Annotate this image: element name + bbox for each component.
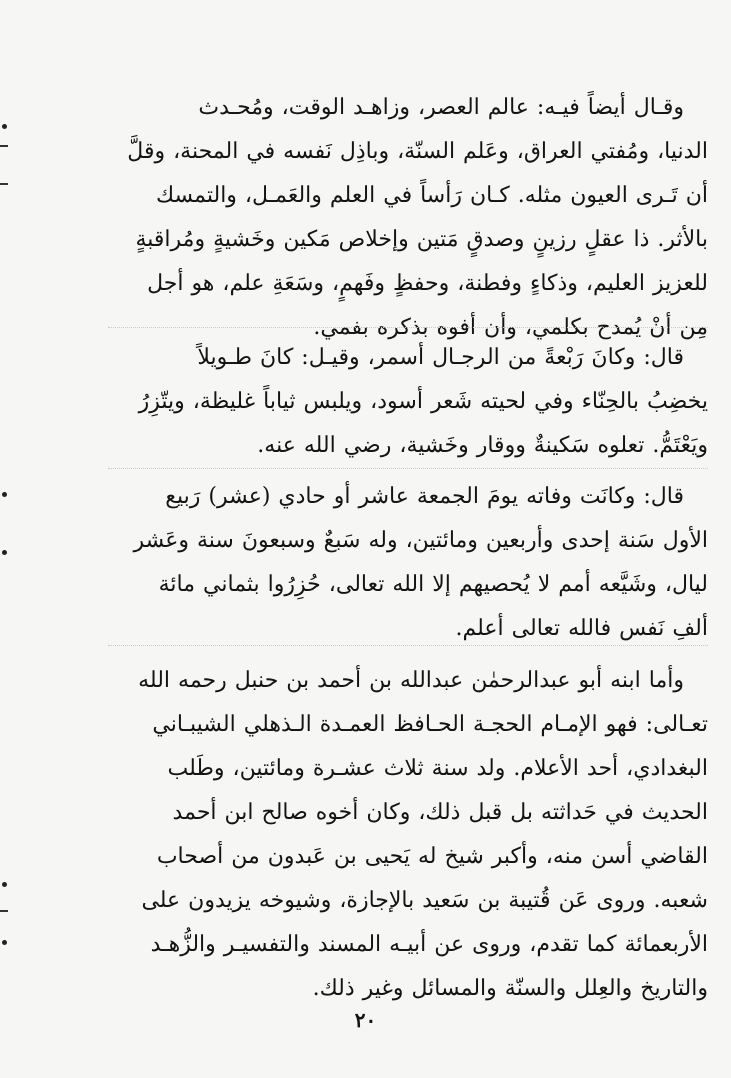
page-number: ٢٠ (354, 1008, 377, 1032)
text-line: مِن أنْ يُمدح بكلمي، وأن أفوه بذكره بفمي. (313, 315, 708, 340)
text-line: ألفِ نَفس فالله تعالى أعلم. (455, 616, 708, 641)
text-line: الأربعمائة كما تقدم، وروى عن أبيـه المسند والتفسيـر والزُّهـد (150, 932, 708, 957)
text-line: وأما ابنه أبو عبدالرحمٰن عبدالله بن أحمد بن حنبل رحمه الله (138, 668, 684, 693)
margin-mark (2, 550, 7, 555)
text-line: قال: وكانَ رَبْعةً من الرجـال أسمر، وقيـل: كانَ طـويلاً (197, 345, 684, 370)
paragraph-1 (108, 86, 708, 350)
margin-mark (2, 940, 7, 945)
text-line: أن تَـرى العيون مثله. كـان رَأساً في العلم والعَمـل، والتمسك (155, 183, 708, 208)
text-line: للعزيز العليم، وذكاءٍ وفطنة، وحفظٍ وفَهمٍ، وسَعَةِ علم، هو أجل (147, 271, 708, 296)
text-line: شعبه. وروى عَن قُتيبة بن سَعيد بالإجازة، وشيوخه يزيدون على (141, 888, 708, 913)
paragraph-separator (108, 645, 708, 646)
paragraph-3 (108, 475, 708, 651)
paragraph-4 (108, 659, 708, 1011)
margin-mark (0, 910, 8, 912)
margin-mark (0, 183, 8, 185)
text-line: البغدادي، أحد الأعلام. ولد سنة ثلاث عشـرة ومائتين، وطَلب (167, 756, 708, 781)
margin-mark (0, 145, 8, 147)
text-line: قال: وكانَت وفاته يومَ الجمعة عاشر أو حادي (عشر) رَبيع (165, 484, 684, 509)
margin-mark (2, 124, 7, 129)
text-line: بالأثر. ذا عقلٍ رزينٍ وصدقٍ مَتين وإخلاص مَكين وخَشيةٍ ومُراقبةٍ (135, 227, 708, 252)
text-line: الأول سَنة إحدى وأربعين ومائتين، وله سَبعٌ وسبعونَ سنة وعَشر (133, 528, 708, 553)
paragraph-2 (108, 336, 708, 468)
margin-mark (2, 492, 7, 497)
paragraph-separator (108, 468, 708, 469)
text-line: تعـالى: فهو الإمـام الحجـة الحـافظ العمـدة الـذهلي الشيبـاني (152, 712, 708, 737)
text-line: وقـال أيضاً فيـه: عالم العصر، وزاهـد الوقت، ومُحـدث (198, 95, 684, 120)
paragraph-separator (108, 327, 708, 328)
text-line: القاضي أسن منه، وأكبر شيخ له يَحيى بن عَبدون من أصحاب (156, 844, 708, 869)
text-line: ويَعْتَمُّ. تعلوه سَكينةٌ ووقار وخَشية، رضي الله عنه. (257, 433, 708, 458)
text-line: ليال، وشَيَّعه أمم لا يُحصيهم إلا الله تعالى، حُزِرُوا بثماني مائة (158, 572, 708, 597)
text-line: الحديث في حَداثته بل قبل ذلك، وكان أخوه صالح ابن أحمد (172, 800, 708, 825)
text-line: يخضِبُ بالحِنّاء وفي لحيته شَعر أسود، ويلبس ثياباً غليظة، ويتّزِرُ (138, 389, 708, 414)
text-line: والتاريخ والعِلل والسنّة والمسائل وغير ذلك. (312, 976, 708, 1001)
text-line: الدنيا، ومُفتي العراق، وعَلم السنّة، وباذِل نَفسه في المحنة، وقلَّ (127, 139, 708, 164)
margin-mark (2, 882, 7, 887)
